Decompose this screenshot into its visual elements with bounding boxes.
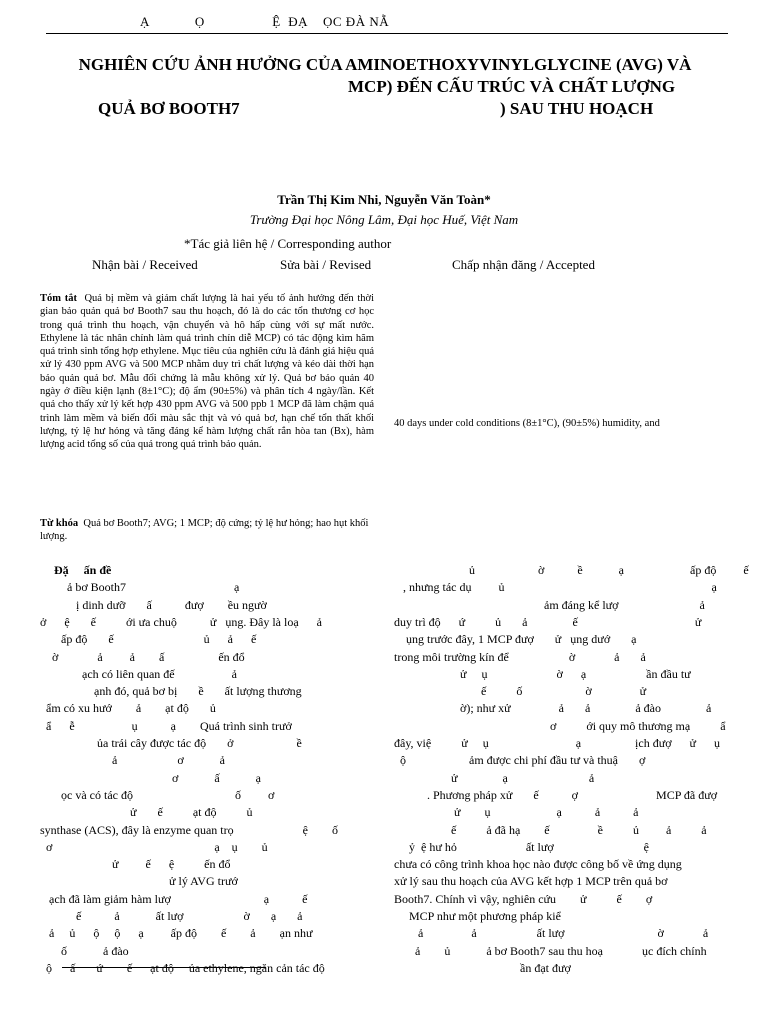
abstract: [40, 292, 374, 452]
body-text-line: ọc và có tác độ ố ơ: [40, 787, 275, 802]
body-text-line: , nhưng tác dụ ủ ạ: [394, 580, 717, 595]
body-text-line: ử ế ạt độ ủ: [40, 805, 253, 820]
authors: Trần Thị Kim Nhi, Nguyễn Văn Toàn*: [277, 192, 491, 207]
body-text-line: ử ụ ạ ả ả: [394, 805, 639, 820]
body-text-line: ế ả ất lượ ờ ạ ả: [40, 909, 303, 923]
revised-label: Sửa bài / Revised: [280, 257, 372, 272]
keywords-label: Từ khóa: [40, 518, 79, 529]
body-text-line: ấp độ ế ủ ả ế: [40, 632, 257, 647]
abstract-en-fragment: 40 days under cold conditions (8±1°C), (90±5%) humidity, and: [394, 418, 660, 429]
header-rule: [46, 33, 728, 34]
keywords-text: Quả bơ Booth7; AVG; 1 MCP; độ cứng; tỷ lệ hư hỏng; hao hụt khối lượng.: [40, 518, 369, 543]
body-text-line: trong môi trường kín để ờ ả ả: [394, 649, 646, 664]
body-text-line: MCP như một phương pháp kiể: [394, 909, 561, 923]
body-text-line: ử ế ệ ến đổ: [40, 857, 231, 872]
body-text-line: ẩ ễ ụ ạ Quá trình sinh trưở: [40, 718, 292, 733]
body-text-line: chưa có công trình khoa học nào được công bố về ứng dụng: [394, 857, 682, 872]
corresponding-author: *Tác giả liên hệ / Corresponding author: [184, 236, 392, 251]
body-text-line: ẩm có xu hướ ả ạt độ ủ: [40, 701, 216, 716]
journal-header: Ạ Ọ Ệ ĐẠ ỌC ĐÀ NẴ: [140, 14, 390, 29]
body-text-line: xử lý sau thu hoạch của AVG kết hợp 1 MCP trên quả bơ: [394, 874, 668, 889]
body-text-line: ộ ảm được chi phí đầu tư và thuậ ợ: [394, 753, 646, 768]
body-text-line: duy trì độ ứ ủ ả ế ử: [394, 614, 702, 629]
body-text-line: ả ả ất lượ ờ ả: [394, 926, 709, 941]
body-text-line: ơ ới quy mô thương mạ ẩ: [394, 718, 726, 733]
body-text-line: ả bơ Booth7 ạ: [40, 580, 240, 595]
body-text-line: ỷ ệ hư hỏ ất lượ ệ: [394, 839, 649, 854]
body-text-line: Booth7. Chính vì vậy, nghiên cứu ử ế ợ: [394, 891, 653, 906]
body-text-line: . Phương pháp xử ế ợ MCP đã đượ: [394, 787, 718, 802]
body-text-line: ạch có liên quan đế ả: [40, 666, 237, 681]
body-text-line: ố ả đào: [40, 943, 129, 958]
body-text-line: đây, việ ử ụ ạ ịch đượ ử ụ: [394, 736, 721, 750]
body-text-line: ị dinh dưỡ ấ đượ ều ngườ: [40, 597, 267, 612]
body-text-line: ả ủ ộ ộ ạ ấp độ ế ả ạn như: [40, 926, 313, 941]
body-text-line: ả ơ ả: [40, 753, 225, 768]
body-text-line: ế ả đã hạ ế ề ủ ả ả: [394, 822, 707, 837]
body-text-line: synthase (ACS), đây là enzyme quan trọ ệ ố: [40, 822, 338, 837]
paper-title-line-3a: QUẢ BƠ BOOTH7: [98, 99, 240, 118]
body-text-line: ần đạt đượ: [394, 960, 571, 975]
abstract-text: Quả bị mềm và giảm chất lượng là hai yếu tố ảnh hưởng đến thời gian bảo quản quả bơ Booth7 sau thu hoạch, đó là do các tổn thương cơ học trong quá trình thu hoạch, vận chuyển và hô hấp cùng với sự mất nước. Ethylene là tác nhân chính làm quả trình chín diễ MCP) có tác động kìm hãm quá trình sinh tổng hợp ethylene. Mục tiêu của nghiên cứu là đánh giá hiệu quả xử lý 430 ppm AVG và 500 MCP nhằm duy trì chất lượng và kéo dài thời hạn bảo quản quả bơ. Mẫu đối chứng là mẫu không xử lý. Quả bơ bảo quản 40 ngày ở điều kiện lạnh (8±1°C); độ ẩm (90±5%) và phân tích 4 ngày/lần. Kết quả cho thấy xử lý kết hợp 430 ppm AVG và 500 ppb 1 MCP đã làm chậm quá trình làm mềm và biến đổi màu sắc thịt và vỏ quả bơ, hạn chế tổn thất khối lượng, tỷ lệ hư hỏng và tăng đáng kể hàm lượng chất rắn hòa tan (Bx), hàm lượng acid tổng số của quả trong quá trình bảo quản.: [40, 293, 374, 451]
body-text-line: ử lý AVG trướ: [40, 874, 238, 889]
paper-title-line-2: MCP) ĐẾN CẤU TRÚC VÀ CHẤT LƯỢNG: [348, 77, 676, 96]
body-text-line: ơ ạ ụ ủ: [40, 839, 268, 854]
body-text-line: ả ủ ả bơ Booth7 sau thu hoạ ục đích chính: [394, 943, 707, 958]
received-label: Nhận bài / Received: [92, 257, 198, 272]
body-text-line: ủa trái cây được tác độ ở ề: [40, 736, 302, 750]
body-text-line: ụng trước đây, 1 MCP đượ ử ụng dướ ạ: [394, 632, 637, 647]
body-text-line: ộ ấ ứ ế ạt độ ủa ethylene, ngăn cản tác độ: [40, 960, 325, 975]
body-text-line: ờ); như xử ả ả ả đào ả: [394, 701, 712, 716]
body-text-line: ủ ờ ề ạ ấp độ ế: [394, 563, 749, 577]
body-text-line: ế ố ờ ử: [394, 684, 647, 699]
body-text-line: ảm đáng kể lượ ả: [394, 597, 705, 612]
abstract-label: Tóm tắt: [40, 293, 77, 304]
footnote-rule: [62, 967, 266, 968]
body-text-line: ử ụ ờ ạ ần đầu tư: [394, 666, 691, 681]
section-heading: Đặ ấn đề: [54, 563, 112, 577]
affiliation: Trường Đại học Nông Lâm, Đại học Huế, Việt Nam: [249, 212, 519, 227]
body-text-line: ử ạ ả: [394, 770, 595, 785]
paper-title-line-3b: ) SAU THU HOẠCH: [500, 99, 654, 118]
body-text-line: ạnh đó, quả bơ bị ề ất lượng thương: [40, 684, 302, 699]
body-text-line: ơ ấ ạ: [40, 770, 261, 785]
accepted-label: Chấp nhận đăng / Accepted: [452, 257, 595, 272]
paper-title-line-1: NGHIÊN CỨU ẢNH HƯỞNG CỦA AMINOETHOXYVINYLGLYCINE (AVG) VÀ: [78, 55, 692, 74]
body-text-line: ạch đã làm giảm hàm lượ ạ ế: [40, 891, 308, 906]
keywords: [40, 517, 374, 544]
body-text-line: ờ ả ả ấ ến đổ: [40, 649, 245, 664]
body-text-line: ở ệ ế ới ưa chuộ ử ụng. Đây là loạ ả: [40, 614, 322, 629]
